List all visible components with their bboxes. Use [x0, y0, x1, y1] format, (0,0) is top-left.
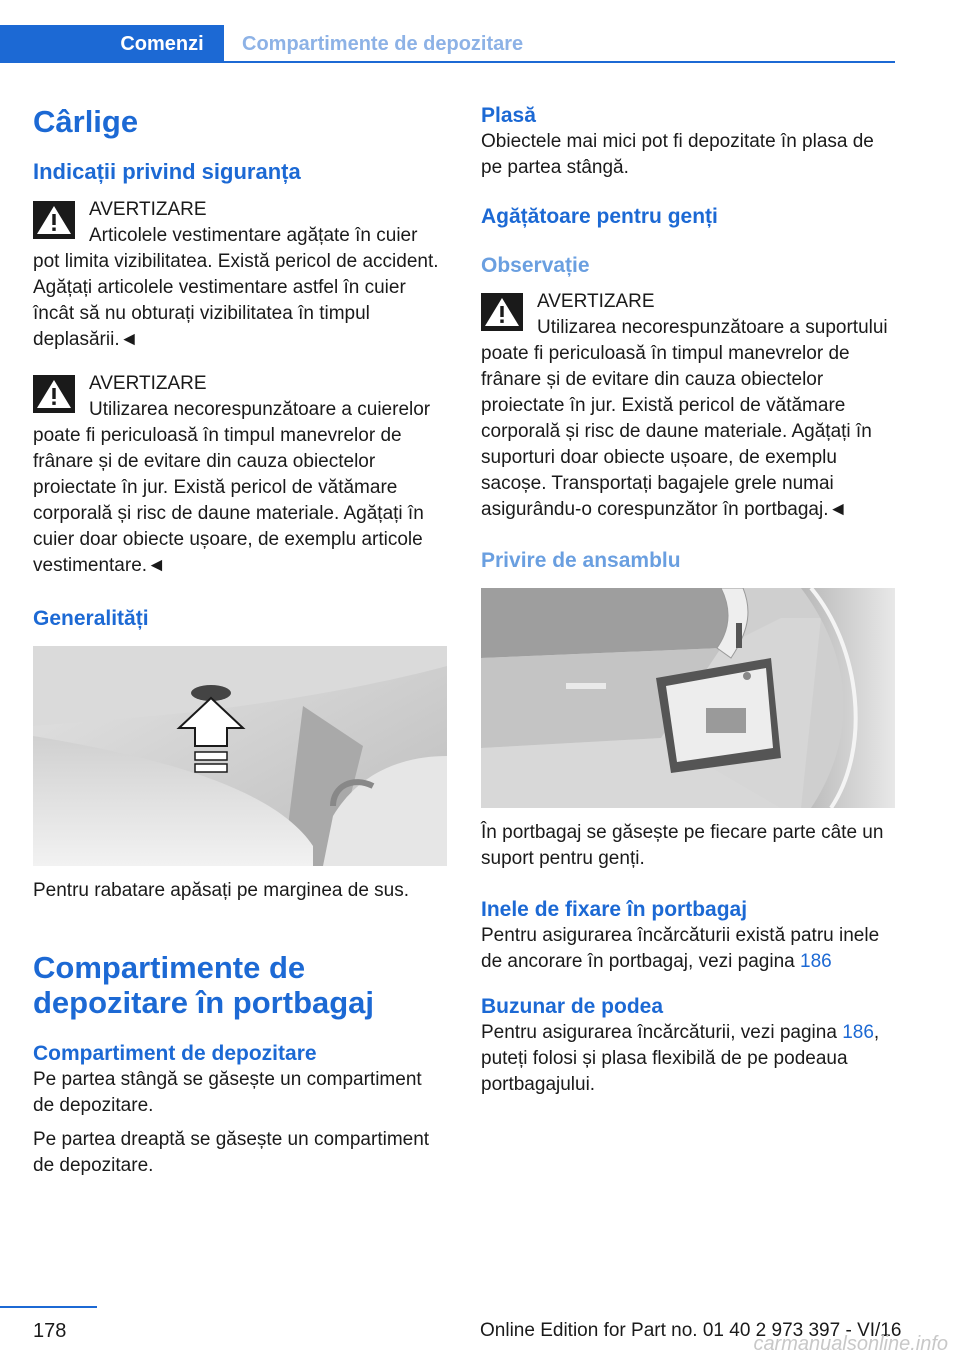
header-rule	[224, 61, 895, 63]
header-bar	[0, 25, 895, 63]
net-paragraph: Obiectele mai mici pot fi depozitate în plasa de pe partea stângă.	[481, 131, 874, 178]
general-heading: Generalități	[33, 607, 149, 630]
warning-triangle-icon	[33, 375, 75, 413]
overview-caption: În portbagaj se găsește pe fiecare parte câte un suport pentru genți.	[481, 822, 884, 869]
note-heading: Observație	[481, 254, 590, 277]
pocket-paragraph	[481, 1020, 895, 1098]
pocket-page-link[interactable]: 186	[842, 1022, 874, 1043]
header-accent	[0, 25, 100, 63]
warning-block-3	[481, 289, 895, 523]
right-column	[481, 98, 895, 1098]
rings-paragraph	[481, 923, 895, 975]
image-caption: Pentru rabatare apăsați pe marginea de sus.	[33, 880, 410, 901]
pocket-text-b: , puteți folosi și plasa flexibilă de pe podeaua portbagajului.	[481, 1022, 880, 1095]
compartment-paragraph: Pe partea stângă se găsește un compartiment de depozitare.	[33, 1069, 422, 1116]
tab-comenzi[interactable]: Comenzi	[100, 25, 224, 63]
bag-hook-heading: Agățătoare pentru genți	[481, 205, 718, 228]
warning-label: AVERTIZARE	[89, 199, 207, 220]
rings-page-link[interactable]: 186	[800, 951, 832, 972]
warning-triangle-icon	[33, 201, 75, 239]
rings-heading: Inele de fixare în portbagaj	[481, 898, 748, 921]
warning-text: Utilizarea necorespunzătoare a suportului poate fi periculoasă în timpul manevrelor de frânare și de evitare din cauza obiectelor proiectate în jur. Există pericol de vătămare corporală și risc de daune materiale. Agățați în suporturi doar obiecte ușoare, de exemplu sacoșe. Transportați bagajele grele numai asigurându-o corespunzător în portbagaj.◄	[481, 317, 888, 520]
pocket-text-a: Pentru asigurarea încărcăturii, vezi pagina	[481, 1022, 837, 1043]
safety-heading: Indicații privind siguranța	[33, 159, 301, 184]
net-heading: Plasă	[481, 104, 536, 127]
warning-label: AVERTIZARE	[89, 373, 207, 394]
warning-text: Articolele vestimentare agățate în cuier pot limita vizibilitatea. Există pericol de accident. Agățați articolele vestimentare astfel în cuier încât să nu obturați vizibilitatea în timpul deplasării.◄	[33, 225, 439, 350]
compartment-heading: Compartiment de depozitare	[33, 1042, 317, 1065]
rings-text: Pentru asigurarea încărcăturii există patru inele de ancorare în portbagaj, vezi pagina	[481, 925, 880, 972]
pocket-heading: Buzunar de podea	[481, 995, 664, 1018]
edition-text: Online Edition for Part no. 01 40 2 973 397 - VI/16	[480, 1320, 902, 1341]
compartment-paragraph: Pe partea dreaptă se găsește un compartiment de depozitare.	[33, 1129, 430, 1176]
page-title: Cârlige	[33, 104, 139, 139]
warning-block-1	[33, 197, 447, 353]
warning-label: AVERTIZARE	[537, 291, 655, 312]
overview-heading: Privire de ansamblu	[481, 549, 681, 572]
tab-compartimente[interactable]: Compartimente de depozitare	[242, 33, 524, 55]
warning-block-2	[33, 371, 447, 579]
page-number: 178	[33, 1320, 67, 1342]
footer-rule	[0, 1306, 97, 1308]
watermark: carmanualsonline.info	[753, 1333, 948, 1355]
hook-illustration	[33, 646, 447, 866]
section-title: Compartimente de depozitare în portbagaj	[33, 950, 375, 1020]
warning-triangle-icon	[481, 293, 523, 331]
warning-text: Utilizarea necorespunzătoare a cuierelor poate fi periculoasă în timpul manevrelor de frânare și de evitare din cauza obiectelor proiectate în jur. Există pericol de vătămare corporală și risc de daune materiale. Agățați în cuier doar obiecte ușoare, de exemplu articole vestimentare.◄	[33, 399, 431, 576]
left-column	[33, 98, 447, 1179]
trunk-illustration	[481, 588, 895, 808]
